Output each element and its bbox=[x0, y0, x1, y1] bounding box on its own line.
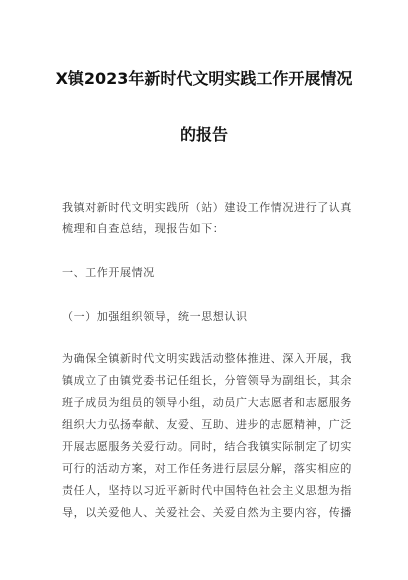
intro-line-2: 梳理和自查总结，现报告如下： bbox=[62, 222, 225, 235]
document-title-line-2: 的报告 bbox=[179, 125, 228, 144]
paragraph-line-2: 镇成立了由镇党委书记任组长，分管领导为副组长，其余 bbox=[62, 374, 352, 387]
document-title-line-1: X镇2023年新时代文明实践工作开展情况 bbox=[55, 69, 353, 88]
paragraph-line-4: 组织大力弘扬奉献、友爱、互助、进步的志愿精神，广泛 bbox=[62, 418, 352, 431]
intro-line-1: 我镇对新时代文明实践所（站）建设工作情况进行了认真 bbox=[62, 201, 352, 214]
subsection-heading: （一）加强组织领导，统一思想认识 bbox=[62, 310, 248, 323]
paragraph-line-1: 为确保全镇新时代文明实践活动整体推进、深入开展，我 bbox=[62, 352, 352, 365]
paragraph-line-5: 开展志愿服务关爱行动。同时，结合我镇实际制定了切实 bbox=[62, 440, 352, 453]
paragraph-line-6: 可行的活动方案，对工作任务进行层层分解，落实相应的 bbox=[62, 462, 352, 475]
section-heading: 一、工作开展情况 bbox=[62, 266, 155, 279]
paragraph-line-7: 责任人，坚持以习近平新时代中国特色社会主义思想为指 bbox=[62, 484, 352, 497]
paragraph-line-3: 班子成员为组员的领导小组，动员广大志愿者和志愿服务 bbox=[62, 396, 352, 409]
paragraph-line-8: 导，以关爱他人、关爱社会、关爱自然为主要内容，传播 bbox=[62, 506, 352, 519]
